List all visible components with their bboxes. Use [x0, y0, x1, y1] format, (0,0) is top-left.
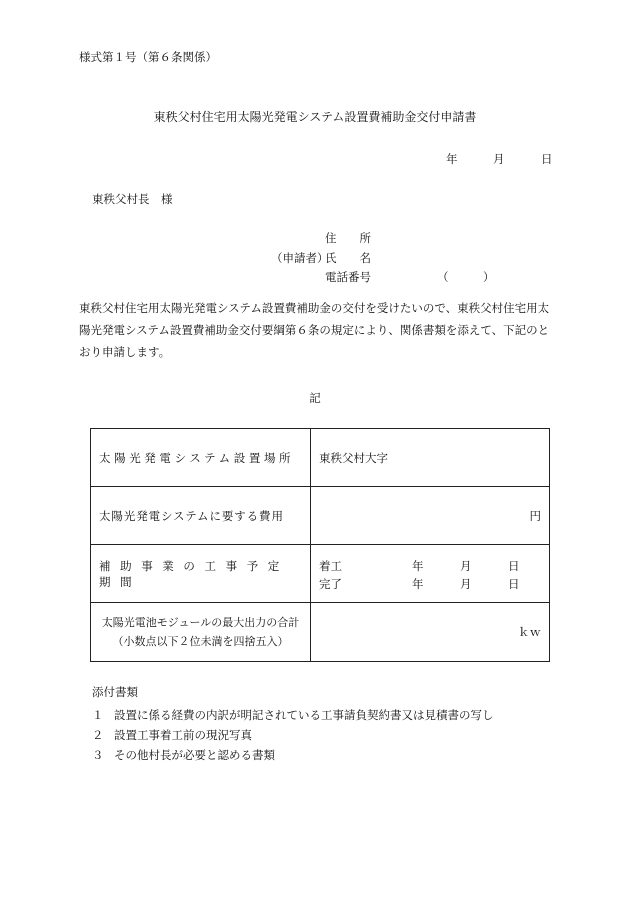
kw-unit: ｋｗ [518, 625, 541, 639]
period-start-line [319, 556, 541, 574]
end-day-label: 日 [508, 576, 520, 591]
yen-unit: 円 [529, 508, 541, 523]
attachment-text: 設置に係る経費の内訳が明記されている工事請負契約書又は見積書の写し [114, 708, 494, 722]
period-label: 補助事業の工事予定期間 [99, 558, 289, 589]
location-label [99, 450, 302, 466]
date-day-label: 日 [541, 152, 553, 166]
period-value-cell [311, 545, 550, 603]
start-label: 着工 [319, 558, 342, 573]
phone-parentheses: （ ） [437, 270, 495, 284]
date-year-label: 年 [446, 152, 458, 166]
start-month-label: 月 [460, 558, 472, 573]
end-month-label: 月 [460, 576, 472, 591]
attachment-text: 設置工事着工前の現況写真 [114, 728, 252, 742]
attachment-item [92, 708, 494, 722]
attachment-item [92, 728, 252, 742]
output-label-cell [91, 603, 311, 662]
cost-value-cell [311, 487, 550, 545]
attachment-number: ２ [92, 728, 104, 742]
addressee: 東秩父村長 様 [92, 192, 173, 206]
applicant-prefix: （申請者） [271, 251, 329, 265]
cost-label: 太陽光発電システムに要する費用 [99, 508, 284, 523]
attachment-item [92, 748, 275, 762]
end-label: 完了 [319, 576, 342, 591]
ki-heading: 記 [309, 391, 321, 405]
form-number: 様式第１号（第６条関係） [79, 50, 217, 64]
period-end-line [319, 574, 541, 592]
application-statement: 東秩父村住宅用太陽光発電システム設置費補助金の交付を受けたいので、東秩父村住宅用太陽光発電システム設置費補助金交付要綱第６条の規定により、関係書類を添えて、下記のとおり申請します。 [79, 301, 550, 359]
phone-label: 電話番号 [325, 270, 371, 284]
start-day-label: 日 [508, 558, 520, 573]
output-label-line1: 太陽光電池モジュールの最大出力の合計 [101, 616, 300, 629]
location-label-text: 太陽光発電システム設置場所 [99, 450, 295, 465]
table-row-period [91, 545, 550, 603]
table-row-cost [91, 487, 550, 545]
location-label-cell [91, 429, 311, 487]
attachment-number: ３ [92, 748, 104, 762]
end-year-label: 年 [412, 576, 424, 591]
date-month-label: 月 [493, 152, 505, 166]
document-title: 東秩父村住宅用太陽光発電システム設置費補助金交付申請書 [153, 110, 477, 124]
name-label: 氏 名 [325, 251, 371, 265]
output-value-cell [311, 603, 550, 662]
table-row-output [91, 603, 550, 662]
address-label: 住 所 [325, 231, 371, 245]
table-row-location [91, 429, 550, 487]
attachments-title: 添付書類 [92, 685, 138, 699]
start-year-label: 年 [412, 558, 424, 573]
application-details-table [90, 428, 550, 662]
attachment-text: その他村長が必要と認める書類 [114, 748, 275, 762]
output-label-line2: （小数点以下２位未満を四捨五入） [112, 635, 289, 648]
location-value-cell [311, 429, 550, 487]
period-label-cell [91, 545, 311, 603]
attachment-number: １ [92, 708, 104, 722]
output-label [95, 613, 306, 651]
cost-label-cell [91, 487, 311, 545]
location-value: 東秩父村大字 [319, 450, 388, 465]
